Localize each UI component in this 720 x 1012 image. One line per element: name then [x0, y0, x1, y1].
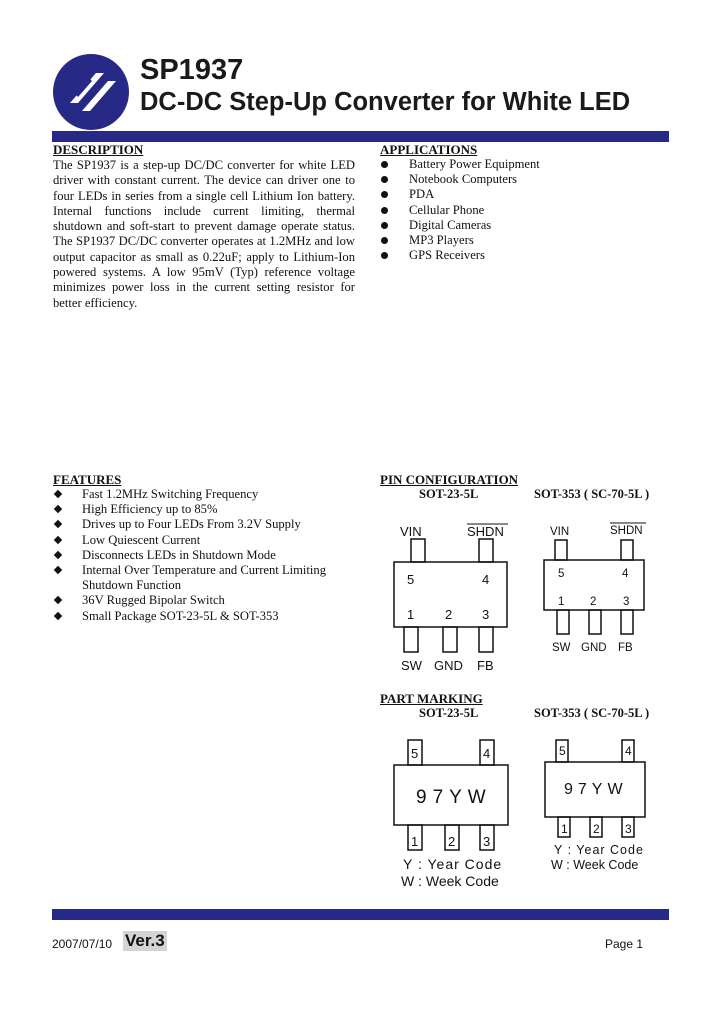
pin-label-sw: SW — [552, 642, 571, 654]
part-marking-pkg1-label: SOT-23-5L — [419, 706, 479, 720]
pin-number-5: 5 — [559, 744, 566, 758]
pin-number-1: 1 — [558, 596, 565, 608]
pin-number-3: 3 — [483, 834, 491, 849]
part-number: SP1937 — [140, 54, 244, 86]
bullet-icon — [381, 176, 388, 183]
bullet-icon — [381, 161, 388, 168]
list-item: 36V Rugged Bipolar Switch — [53, 593, 363, 608]
pin-number-5: 5 — [407, 572, 415, 587]
applications-heading: APPLICATIONS — [380, 142, 478, 157]
pin-number-1: 1 — [407, 607, 415, 622]
pin-number-5: 5 — [558, 568, 565, 580]
description-text: The SP1937 is a step-up DC/DC converter for white LED driver with constant current. The device can driver one to four LEDs in series from a single cell Lithium Ion battery. Internal functions include current limiting, thermal shutdown and soft-start to prevent damage operate status. The SP1937 DC/DC converter operates at 1.2MHz and low output capacitor as small as 0.22uF; apply to Lithium-Ion powered systems. A low 95mV (Typ) reference voltage minimizes power loss in the current setting resistor for better efficiency. — [53, 158, 355, 310]
list-item: Internal Over Temperature and Current Limiting Shutdown Function — [53, 563, 363, 593]
pin-number-2: 2 — [445, 607, 453, 622]
diamond-bullet-icon — [54, 551, 62, 559]
legend-year-code: Y : Year Code — [554, 843, 644, 857]
part-subtitle: DC-DC Step-Up Converter for White LED — [140, 88, 631, 116]
pin-label-shdn: SHDN — [467, 524, 504, 539]
pin-label-vin: VIN — [550, 526, 570, 538]
company-logo — [52, 53, 130, 131]
list-item: Battery Power Equipment — [380, 157, 630, 172]
pin-label-vin: VIN — [400, 524, 422, 539]
list-item: PDA — [380, 187, 630, 202]
diamond-bullet-icon — [54, 505, 62, 513]
legend-week-code: W : Week Code — [551, 858, 639, 872]
marking-code: 97YW — [416, 787, 492, 808]
footer-date: 2007/07/10 — [52, 937, 113, 951]
pin-number-2: 2 — [448, 834, 456, 849]
diamond-bullet-icon — [54, 490, 62, 498]
pin-number-3: 3 — [623, 596, 630, 608]
pin-number-2: 2 — [590, 596, 597, 608]
list-item: Low Quiescent Current — [53, 533, 363, 548]
bullet-icon — [381, 237, 388, 244]
pin-label-sw: SW — [401, 658, 422, 673]
bullet-icon — [381, 222, 388, 229]
pin-label-gnd: GND — [581, 642, 607, 654]
list-item: GPS Receivers — [380, 248, 630, 263]
bullet-icon — [381, 207, 388, 214]
list-item: Fast 1.2MHz Switching Frequency — [53, 487, 363, 502]
header-divider — [52, 131, 669, 142]
pin-number-4: 4 — [483, 746, 491, 761]
list-item: Disconnects LEDs in Shutdown Mode — [53, 548, 363, 563]
footer-page: Page 1 — [605, 937, 644, 951]
pin-number-3: 3 — [482, 607, 490, 622]
bullet-icon — [381, 252, 388, 259]
part-marking-heading: PART MARKING — [380, 691, 483, 706]
list-item: High Efficiency up to 85% — [53, 502, 363, 517]
pin-number-1: 1 — [411, 834, 419, 849]
footer-divider — [52, 909, 669, 920]
pin-label-gnd: GND — [434, 658, 463, 673]
features-heading: FEATURES — [53, 472, 122, 487]
pin-label-shdn: SHDN — [610, 525, 643, 537]
pin-number-5: 5 — [411, 746, 419, 761]
legend-year-code: Y : Year Code — [403, 856, 503, 872]
bullet-icon — [381, 191, 388, 198]
pin-label-fb: FB — [618, 642, 633, 654]
list-item: Digital Cameras — [380, 218, 630, 233]
pin-config-pkg1-label: SOT-23-5L — [419, 487, 479, 501]
part-marking-diagram — [380, 730, 680, 895]
features-list — [53, 487, 363, 624]
pin-number-3: 3 — [625, 822, 632, 836]
description-heading: DESCRIPTION — [53, 142, 144, 157]
legend-week-code: W : Week Code — [401, 873, 499, 889]
pin-number-2: 2 — [593, 822, 600, 836]
list-item: Drives up to Four LEDs From 3.2V Supply — [53, 517, 363, 532]
diamond-bullet-icon — [54, 566, 62, 574]
pin-config-diagram — [380, 505, 680, 685]
diamond-bullet-icon — [54, 596, 62, 604]
pin-number-4: 4 — [482, 572, 490, 587]
list-item: Cellular Phone — [380, 203, 630, 218]
part-marking-pkg2-label: SOT-353 ( SC-70-5L ) — [534, 706, 650, 720]
pin-config-heading: PIN CONFIGURATION — [380, 472, 519, 487]
pin-config-pkg2-label: SOT-353 ( SC-70-5L ) — [534, 487, 650, 501]
pin-label-fb: FB — [477, 658, 494, 673]
diamond-bullet-icon — [54, 520, 62, 528]
diamond-bullet-icon — [54, 535, 62, 543]
pin-number-4: 4 — [625, 744, 632, 758]
list-item: Notebook Computers — [380, 172, 630, 187]
applications-list — [380, 157, 630, 263]
list-item: Small Package SOT-23-5L & SOT-353 — [53, 609, 363, 624]
pin-number-1: 1 — [561, 822, 568, 836]
diamond-bullet-icon — [54, 611, 62, 619]
list-item: MP3 Players — [380, 233, 630, 248]
footer-version: Ver.3 — [125, 931, 165, 950]
pin-number-4: 4 — [622, 568, 629, 580]
marking-code: 97YW — [564, 781, 628, 798]
